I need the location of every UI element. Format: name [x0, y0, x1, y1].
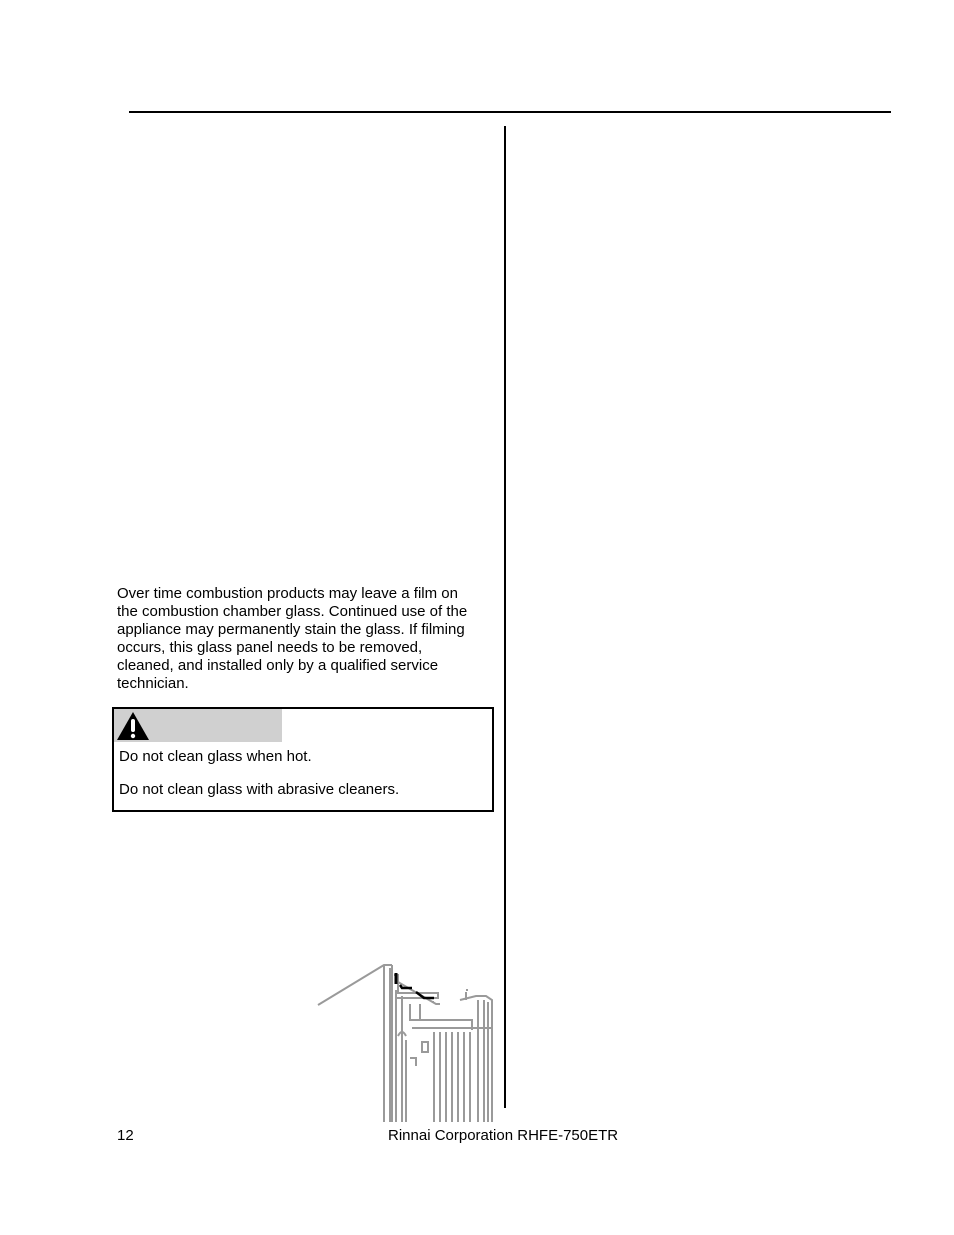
- warning-line-abrasive: Do not clean glass with abrasive cleaners.: [119, 781, 400, 798]
- warning-line-hot: Do not clean glass when hot.: [119, 748, 312, 765]
- paragraph-line: technician.: [117, 675, 189, 692]
- paragraph-line: occurs, this glass panel needs to be removed,: [117, 639, 423, 656]
- footer-title: Rinnai Corporation RHFE-750ETR: [388, 1127, 619, 1144]
- paragraph-line: appliance may permanently stain the glass. If filming: [117, 621, 465, 638]
- warning-box: [112, 707, 494, 812]
- column-divider: [504, 126, 506, 1108]
- header-rule: [129, 111, 891, 113]
- paragraph-line: cleaned, and installed only by a qualified service: [117, 657, 439, 674]
- glass-film-paragraph: [117, 585, 497, 693]
- paragraph-line: the combustion chamber glass. Continued use of the: [117, 603, 468, 620]
- fireplace-corner-diagram: [316, 960, 496, 1125]
- paragraph-line: Over time combustion products may leave a film on: [117, 585, 458, 602]
- page-number: 12: [117, 1127, 134, 1144]
- warning-header-band: [114, 709, 282, 742]
- warning-triangle-icon: [116, 711, 150, 741]
